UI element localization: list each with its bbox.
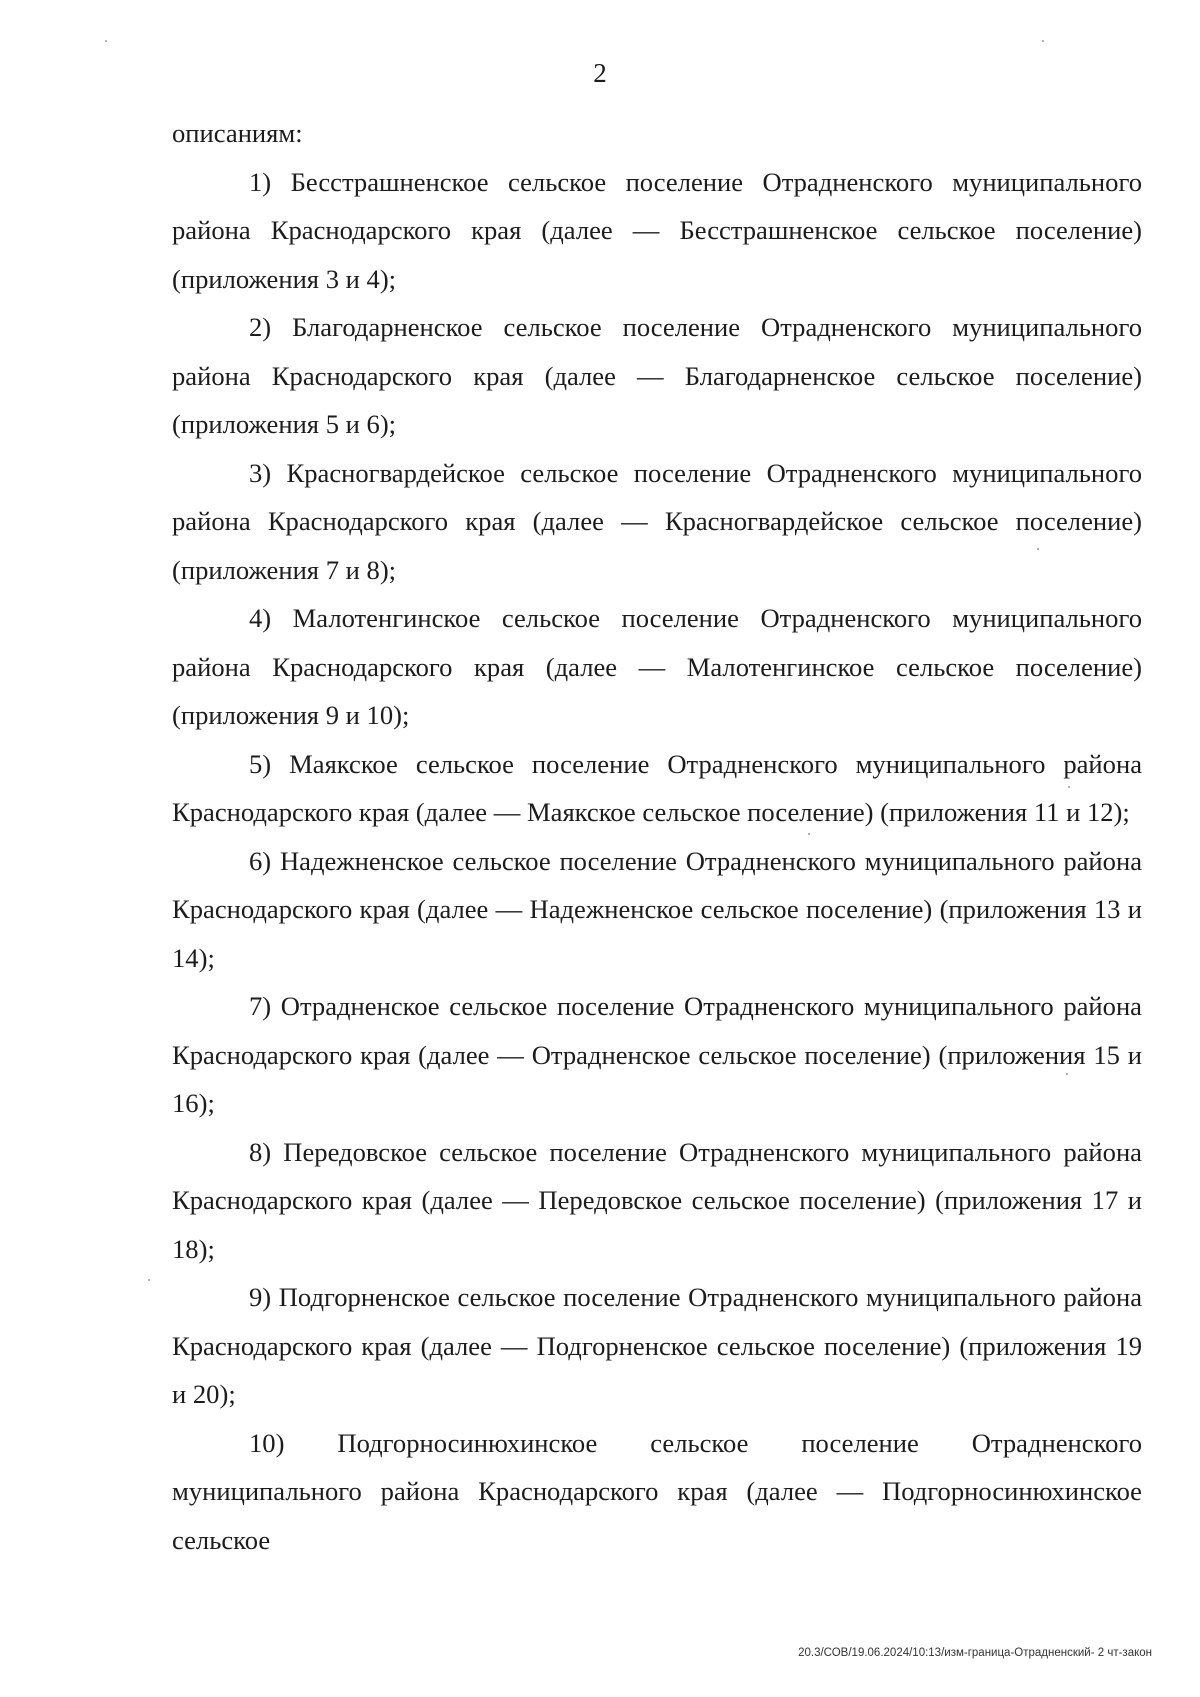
scan-speck: [148, 1279, 150, 1281]
list-item: 10) Подгорносинюхинское сельское поселение Отрадненского муниципального района Краснодарского края (далее — Подгорносинюхинское сельское: [172, 1427, 1142, 1555]
page-number: 2: [593, 58, 607, 88]
list-item: 2) Благодарненское сельское поселение Отрадненского муниципального района Краснодарского края (далее — Благодарненское сельское поселение) (приложения 5 и 6);: [172, 312, 1142, 439]
list-item: 8) Передовское сельское поселение Отрадненского муниципального района Краснодарского края (далее — Передовское сельское поселение) (приложения 17 и 18);: [172, 1136, 1142, 1264]
list-item: 4) Малотенгинское сельское поселение Отрадненского муниципального района Краснодарского края (далее — Малотенгинское сельское поселение) (приложения 9 и 10);: [172, 603, 1142, 730]
list-item: 1) Бесстрашненское сельское поселение Отрадненского муниципального района Краснодарского края (далее — Бесстрашненское сельское поселение) (приложения 3 и 4);: [172, 166, 1142, 294]
scan-speck: [1068, 786, 1070, 788]
scan-speck: [105, 40, 107, 42]
document-body: [172, 109, 1142, 1564]
scan-speck: [1066, 1073, 1068, 1075]
list-item: 7) Отрадненское сельское поселение Отрадненского муниципального района Краснодарского края (далее — Отрадненское сельское поселение) (приложения 15 и 16);: [172, 991, 1142, 1118]
intro-text: описаниям:: [172, 118, 303, 148]
scan-speck: [1037, 548, 1039, 550]
list-item: 9) Подгорненское сельское поселение Отрадненского муниципального района Краснодарского края (далее — Подгорненское сельское поселение) (приложения 19 и 20);: [172, 1282, 1142, 1409]
footer-code: 20.3/СОВ/19.06.2024/10:13/изм-граница-Отрадненский- 2 чт-закон: [798, 1647, 1152, 1659]
list-item: 5) Маякское сельское поселение Отрадненского муниципального района Краснодарского края (далее — Маякское сельское поселение) (приложения 11 и 12);: [172, 748, 1142, 827]
scan-speck: [808, 833, 810, 835]
scan-speck: [1042, 40, 1044, 42]
list-item: 3) Красногвардейское сельское поселение Отрадненского муниципального района Краснодарского края (далее — Красногвардейское сельское поселение) (приложения 7 и 8);: [172, 457, 1142, 585]
list-item: 6) Надежненское сельское поселение Отрадненского муниципального района Краснодарского края (далее — Надежненское сельское поселение) (приложения 13 и 14);: [172, 845, 1142, 973]
